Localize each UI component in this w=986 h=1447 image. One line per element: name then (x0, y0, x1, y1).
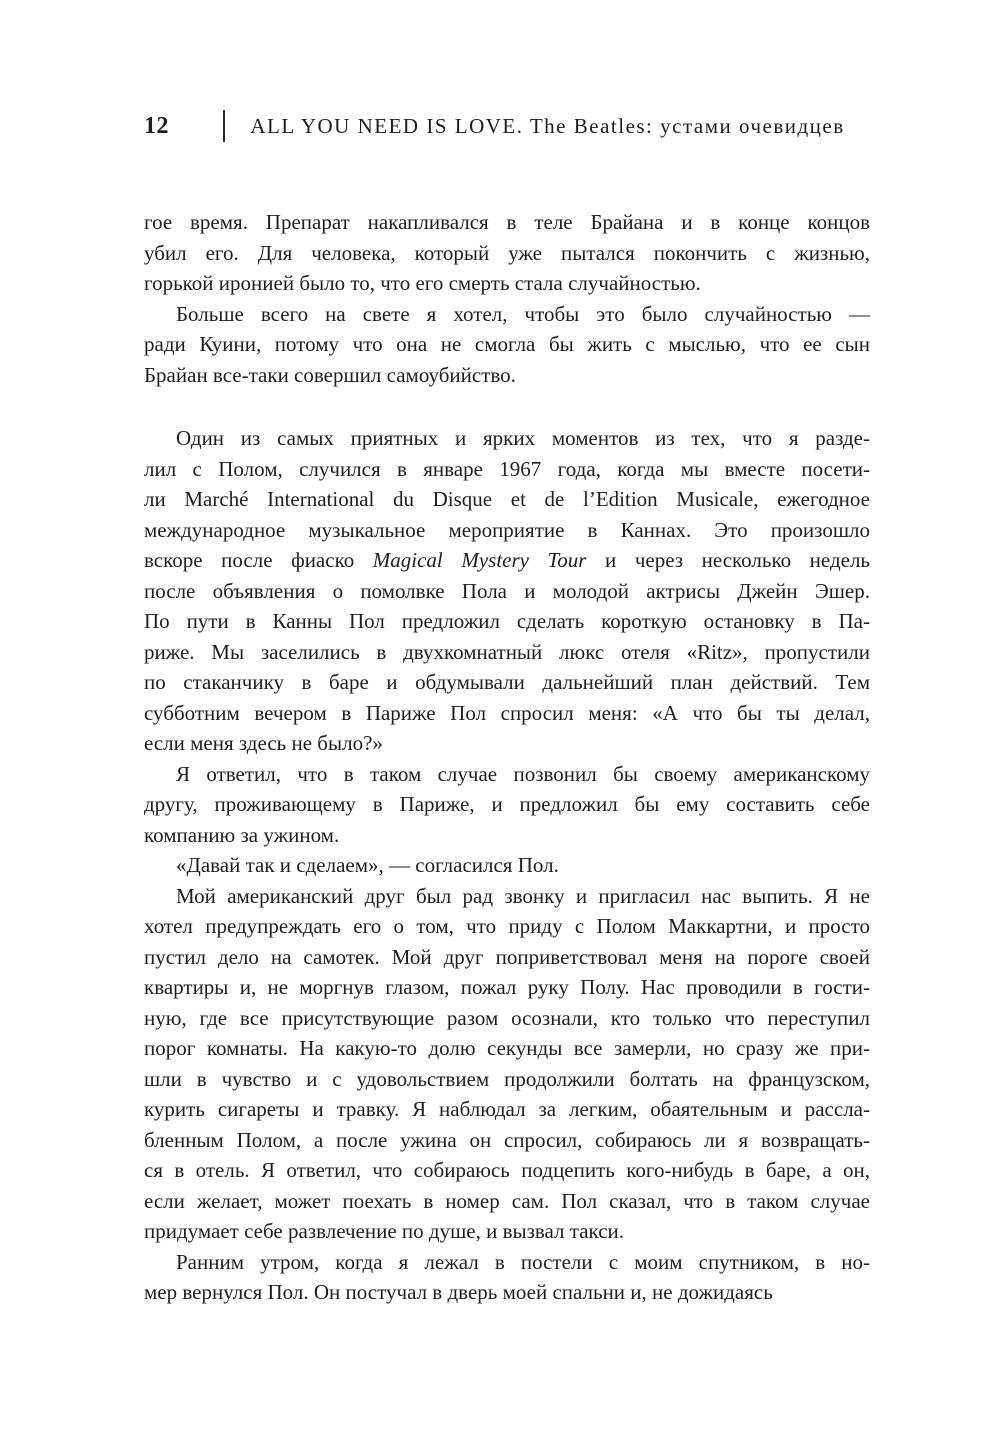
page-number: 12 (144, 112, 169, 139)
paragraph (144, 423, 870, 759)
text-line: по стаканчику в баре и обдумывали дальнейший план действий. Тем (144, 670, 870, 694)
text-line: Один из самых приятных и ярких моментов из тех, что я разде- (176, 426, 870, 450)
text-line: мер вернулся Пол. Он постучал в дверь моей спальни и, не дожидаясь (144, 1280, 773, 1304)
paragraph (144, 1247, 870, 1308)
text-line: курить сигареты и травку. Я наблюдал за легким, обаятельным и рассла- (144, 1097, 870, 1121)
text-line: риже. Мы заселились в двухкомнатный люкс отеля «Ritz», пропустили (144, 639, 870, 664)
text-line: ли Marché International du Disque et de l’Edition Musicale, ежегодное (144, 487, 870, 511)
italic-text: Magical Mystery Tour (372, 548, 587, 572)
text-line: Брайан все-таки совершил самоубийство. (144, 362, 516, 387)
text-line: бленным Полом, а после ужина он спросил, собираюсь ли я возвращать- (144, 1127, 870, 1152)
text-line: международное музыкальное мероприятие в Каннах. Это произошло (144, 517, 870, 542)
paragraph (144, 207, 870, 299)
text-line: Мой американский друг был рад звонку и пригласил нас выпить. Я не (176, 883, 870, 908)
text-line: Больше всего на свете я хотел, чтобы это было случайностью — (176, 301, 870, 326)
text-line: лил с Полом, случился в январе 1967 года, когда мы вместе посети- (144, 456, 870, 481)
text-block (144, 207, 870, 1308)
text-line: субботним вечером в Париже Пол спросил меня: «А что бы ты делал, (144, 700, 870, 725)
text-line: хотел предупреждать его о том, что приду с Полом Маккартни, и просто (144, 914, 870, 938)
text-line: ся в отель. Я ответил, что собираюсь подцепить кого-нибудь в баре, а он, (144, 1158, 870, 1182)
text-line: убил его. Для человека, который уже пытался покончить с жизнью, (144, 240, 870, 265)
text-line: пустил дело на самотек. Мой друг поприветствовал меня на пороге своей (144, 944, 870, 969)
paragraph (144, 759, 870, 851)
text-line: ради Куини, потому что она не смогла бы жить с мыслью, что ее сын (144, 332, 870, 356)
text-line: если меня здесь не было?» (144, 731, 383, 755)
text-line: порог комнаты. На какую-то долю секунды все замерли, но сразу же при- (144, 1036, 870, 1060)
text-line: Я ответил, что в таком случае позвонил бы своему американскому (176, 761, 870, 786)
text-line: после объявления о помолвке Пола и молодой актрисы Джейн Эшер. (144, 578, 870, 603)
text-line: квартиры и, не моргнув глазом, пожал руку Полу. Нас проводили в гости- (144, 975, 870, 999)
text-line: другу, проживающему в Париже, и предложил бы ему составить себе (144, 792, 870, 816)
text-line: придумает себе развлечение по душе, и вызвал такси. (144, 1219, 625, 1243)
running-title: ALL YOU NEED IS LOVE. The Beatles: устами очевидцев (250, 113, 845, 138)
text-line: если желает, может поехать в номер сам. Пол сказал, что в таком случае (144, 1188, 870, 1213)
text-line: Ранним утром, когда я лежал в постели с моим спутником, в но- (176, 1249, 870, 1274)
paragraph (144, 850, 870, 881)
text-line: горькой иронией было то, что его смерть стала случайностью. (144, 271, 701, 295)
running-head (144, 108, 870, 144)
text-line: гое время. Препарат накапливался в теле Брайана и в конце концов (144, 210, 870, 234)
text-line: шли в чувство и с удовольствием продолжили болтать на французском, (144, 1066, 870, 1091)
text-line: вскоре после фиаско Magical Mystery Tour и через несколько недель (144, 548, 871, 572)
text-line: По пути в Канны Пол предложил сделать короткую остановку в Па- (144, 609, 870, 633)
text-line: «Давай так и сделаем», — согласился Пол. (176, 853, 559, 877)
text-line: ную, где все присутствующие разом осознали, кто только что переступил (144, 1005, 870, 1030)
paragraph (144, 299, 870, 391)
paragraph (144, 881, 870, 1247)
text-line: компанию за ужином. (144, 822, 340, 847)
